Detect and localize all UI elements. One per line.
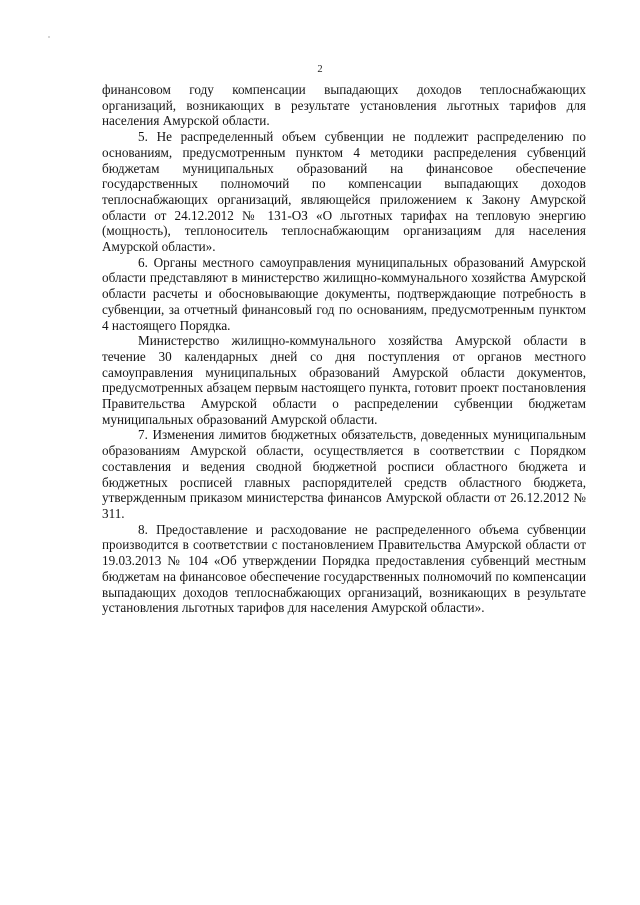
paragraph-item-5: 5. Не распределенный объем субвенции не подлежит распределению по основаниям, предусмотренным пунктом 4 методики распределения субвенций бюджетам муниципальных образований на финансовое обеспечение государственных полномочий по компенсации выпадающих доходов теплоснабжающих организаций, являющейся приложением к Закону Амурской области от 24.12.2012 № 131-ОЗ «О льготных тарифах на тепловую энергию (мощность), теплоноситель теплоснабжающим организациям для населения Амурской области». <box>102 129 586 255</box>
page-number: 2 <box>317 64 323 75</box>
paragraph-item-6-ministry: Министерство жилищно-коммунального хозяйства Амурской области в течение 30 календарных дней со дня поступления от органов местного самоуправления муниципальных образований Амурской области документов, предусмотренных абзацем первым настоящего пункта, готовит проект постановления Правительства Амурской области о распределении субвенции бюджетам муниципальных образований Амурской области. <box>102 333 586 427</box>
paragraph-item-6: 6. Органы местного самоуправления муниципальных образований Амурской области представляют в министерство жилищно-коммунального хозяйства Амурской области расчеты и обосновывающие документы, подтверждающие потребность в субвенции, за отчетный финансовый год по основаниям, предусмотренным пунктом 4 настоящего Порядка. <box>102 254 586 333</box>
scan-speck <box>48 36 50 38</box>
paragraph-continuation: финансовом году компенсации выпадающих доходов теплоснабжающих организаций, возникающих в результате установления льготных тарифов для населения Амурской области. <box>102 82 586 129</box>
paragraph-item-7: 7. Изменения лимитов бюджетных обязательств, доведенных муниципальным образованиям Амурской области, осуществляется в соответствии с Порядком составления и ведения сводной бюджетной росписи областного бюджета и бюджетных росписей главных распорядителей средств областного бюджета, утвержденным приказом министерства финансов Амурской области от 26.12.2012 № 311. <box>102 427 586 521</box>
document-body <box>102 82 586 616</box>
paragraph-item-8: 8. Предоставление и расходование не распределенного объема субвенции производится в соответствии с постановлением Правительства Амурской области от 19.03.2013 № 104 «Об утверждении Порядка предоставления субвенций местным бюджетам на финансовое обеспечение государственных полномочий по компенсации выпадающих доходов теплоснабжающих организаций, возникающих в результате установления льготных тарифов для населения Амурской области». <box>102 521 586 616</box>
